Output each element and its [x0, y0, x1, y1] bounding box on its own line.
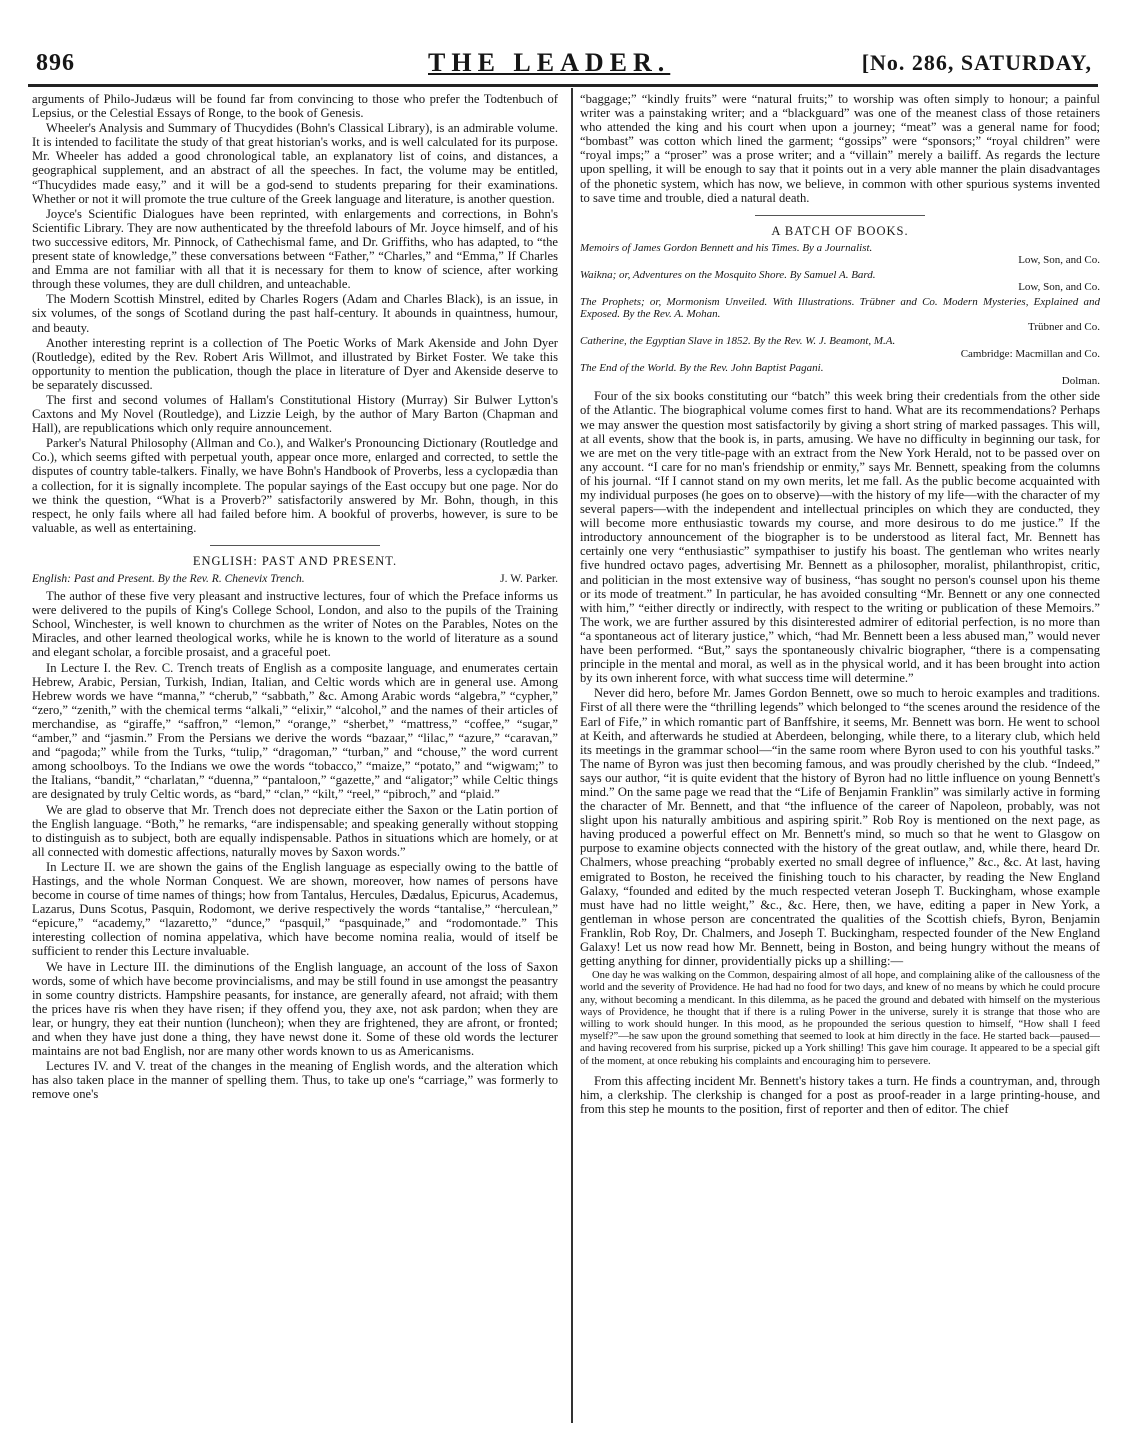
book-entry	[580, 269, 1100, 294]
paragraph: The first and second volumes of Hallam's Constitutional History (Murray) Sir Bulwer Lytton's Caxtons and My Novel (Routledge), and Lizzie Leigh, by the author of Mary Barton (Chapman and Hall), are republications which only require announcement.	[32, 392, 558, 436]
paragraph: Parker's Natural Philosophy (Allman and Co.), and Walker's Pronouncing Dictionary (Routledge and Co.), which seems gifted with perpetual youth, appear once more, enlarged and corrected, to settle the disputes of country table-talkers. Finally, we have Bohn's Handbook of Proverbs, less a cyclopædia than a collection, for it is signally incomplete. The popular sayings of the East occupy but one page. Nor do we think the question, “What is a Proverb?” satisfactorily answered by Mr. Bohn, though, in this respect, he only fails where all had failed before him. A bookful of proverbs, however, is sure to be valuable, as well as entertaining.	[32, 436, 558, 535]
book-entry	[580, 296, 1100, 334]
paragraph: We have in Lecture III. the diminutions of the English language, an account of the loss of Saxon words, some of which have become provincialisms, and may be still found in use amongst the peasantry in some country districts. Hampshire peasants, for instance, are generally afeard, not afraid; with them the prices have ris when they have risen; if they offend you, they axe, not ask pardon; when they are lear, or hungry, they eat their nuntion (luncheon); when they are frightened, they are afront, or fronted; and when they have just done a thing, they have newst done it. Some of these old words the lecturer maintains are not bad English, nor are many other words known to us as Americanisms.	[32, 959, 558, 1059]
section-separator	[210, 545, 380, 546]
book-title: The Prophets; or, Mormonism Unveiled. With Illustrations. Trübner and Co. Modern Mysteries, Explained and Exposed. By the Rev. A. Mohan.	[580, 295, 1100, 321]
paragraph: Four of the six books constituting our “batch” this week bring their credentials from the other side of the Atlantic. The biographical volume comes first to hand. What are its recommendations? Perhaps we may answer the question most satisfactorily by giving a short string of marked passages. This will, at all events, show that the book is, in parts, amusing. We have no difficulty in beginning our task, for we are met on the very title-page with an extract from the New York Herald, not to be passed over on any account. “I care for no man's friendship or enmity,” says Mr. Bennett, speaking from the columns of his journal. “If I cannot stand on my own merits, let me fall. As the public become acquainted with my individual purposes (he goes on to observe)—with the history of my life—with the character of my several papers—with the independent and intellectual principles on which they are conducted, they will become more enthusiastic towards my course, and more desirous to do me justice.” If the introductory announcement of the biographer is to be understood as literal fact, Mr. Bennett has certainly one very “enthusiastic” sympathiser to justify his boast. The gentleman who writes nearly five hundred octavo pages, advertising Mr. Bennett as a philosopher, moralist, philanthropist, critic, and politician in the most extensive way of business, “has sought no person's counsel upon his theme or its mode of treatment.” In particular, he has avoided consulting “Mr. Bennett or any one connected with him,” “either directly or indirectly, with respect to the writing or publication of these Memoirs.” The work, we are further assured by this disinterested admirer of editorial perfection, is no more than “a spontaneous act of literary justice,” which, “had Mr. Bennett been a less abused man,” would never have been performed. “But,” says the spontaneously chivalric biographer, “there is a compensating principle in the mental and moral, as well as in the physical world, and it has been brought into action by its own inherent force, with what success time will determine.”	[580, 389, 1100, 686]
review-publisher: J. W. Parker.	[500, 573, 558, 585]
column-divider	[571, 88, 573, 1423]
book-publisher: Low, Son, and Co.	[1018, 254, 1100, 267]
right-column	[580, 92, 1100, 1422]
book-publisher: Cambridge: Macmillan and Co.	[960, 347, 1100, 360]
book-title: The End of the World. By the Rev. John Baptist Pagani.	[580, 362, 824, 375]
masthead	[28, 44, 1098, 78]
paragraph: Wheeler's Analysis and Summary of Thucydides (Bohn's Classical Library), is an admirable volume. It is intended to facilitate the study of that great historian's works, and is well calculated for its purpose. Mr. Wheeler has added a good chronological table, an explanatory list of coins, and distances, a geographical supplement, and an abstract of all the speeches. In fact, the volume may be entitled, “Thucydides made easy,” and it will be a god-send to students preparing for their examinations. Whether or not it will promote the true culture of the Greek language and literature, is another question.	[32, 121, 558, 206]
left-column	[32, 92, 558, 1422]
paragraph: We are glad to observe that Mr. Trench does not depreciate either the Saxon or the Latin portion of the English language. “Both,” he remarks, “are indispensable; and speaking generally without stopping to distinguish as to subject, both are equally indispensable. Pathos in situations which are homely, or at all connected with domestic affections, naturally moves by Saxon words.”	[32, 802, 558, 859]
paragraph: Lectures IV. and V. treat of the changes in the meaning of English words, and the alteration which has also taken place in the manner of spelling them. Thus, to take up one's “carriage,” was formerly to remove one's	[32, 1059, 558, 1102]
book-title: Catherine, the Egyptian Slave in 1852. By the Rev. W. J. Beamont, M.A.	[580, 335, 896, 348]
masthead-rule	[28, 84, 1098, 87]
paragraph: The author of these five very pleasant and instructive lectures, four of which the Preface informs us were delivered to the pupils of King's College School, London, and also to the pupils of the Training School, Winchester, is well known to churchmen as the writer of Notes on the Parables, Notes on the Miracles, and other learned theological works, while he is known to the world of literature as a sound and elegant scholar, a forcible prosaist, and a graceful poet.	[32, 589, 558, 660]
book-entry	[580, 335, 1100, 360]
book-title: Waikna; or, Adventures on the Mosquito Shore. By Samuel A. Bard.	[580, 268, 876, 281]
quoted-extract: One day he was walking on the Common, despairing almost of all hope, and complaining alike of the callousness of the world and the severity of Providence. He had had no food for two days, and knew of no means by which he could procure any, without becoming a mendicant. In this dilemma, as he paced the ground and debated with himself on the mysterious ways of Providence, he thought that if there is a ruling Power in the universe, surely it is strange that those who are willing to work should hunger. In this mood, as he propounded the serious question to himself, “How shall I feed myself?”—he saw upon the ground something that seemed to look at him directly in the face. He started back—paused—and having recovered from his surprise, picked up a York shilling! This gave him courage. It appeared to be a special gift of the moment, at once rebuking his complaints and encouraging him to persevere.	[580, 970, 1100, 1067]
book-entry	[580, 242, 1100, 267]
paragraph: In Lecture I. the Rev. C. Trench treats of English as a composite language, and enumerates certain Hebrew, Arabic, Persian, Turkish, Indian, Italian, and Celtic words which are in general use. Among Hebrew words we have “manna,” “cherub,” “sabbath,” &c. Among Arabic words “algebra,” “cypher,” “zero,” “zenith,” with the chemical terms “alkali,” “elixir,” “alcohol,” and the names of their articles of merchandise, as “giraffe,” “saffron,” “lemon,” “orange,” “sherbet,” “mattress,” “coffee,” “sugar,” “amber,” and “jasmin.” From the Persians we derive the words “bazaar,” “lilac,” “azure,” “caravan,” and “pagoda;” while from the Turks, “tulip,” “dragoman,” “turban,” and “chouse,” the word current among schoolboys. To the Indians we owe the words “tobacco,” “maize,” “potato,” and “wigwam;” to the Italians, “bandit,” “charlatan,” “duenna,” “pantaloon,” “gazette,” and “aligator;” while Celtic things are designated by truly Celtic words, as “bard,” “clan,” “kilt,” “reel,” “pibroch,” and “plaid.”	[32, 660, 558, 802]
book-entry	[580, 362, 1100, 387]
review-book-title: English: Past and Present. By the Rev. R. Chenevix Trench.	[32, 573, 305, 585]
book-publisher: Dolman.	[1061, 374, 1100, 387]
review-reference	[32, 572, 558, 586]
publication-title: THE LEADER.	[428, 48, 671, 77]
section-heading: ENGLISH: PAST AND PRESENT.	[192, 553, 398, 568]
book-publisher: Low, Son, and Co.	[1018, 281, 1100, 294]
page-number: 896	[36, 50, 75, 76]
section-separator	[755, 215, 925, 216]
paragraph: Joyce's Scientific Dialogues have been reprinted, with enlargements and corrections, in Bohn's Scientific Library. They are now authenticated by the threefold labours of Mr. Joyce himself, and of his two successive editors, Mr. Pinnock, of Cathechismal fame, and Dr. Griffiths, who has adapted, to “the present state of knowledge,” these conversations between “Father,” “Charles,” and “Emma,” If Charles and Emma are not familiar with all that it is necessary for them to know of science, after working through these volumes, they are dull children, and unteachable.	[32, 206, 558, 292]
paragraph: From this affecting incident Mr. Bennett's history takes a turn. He finds a countryman, and, through him, a clerkship. The clerkship is changed for a post as proof-reader in a large printing-house, and from this step he mounts to the position, first of reporter and then of editor. The chief	[580, 1073, 1100, 1116]
paragraph: The Modern Scottish Minstrel, edited by Charles Rogers (Adam and Charles Black), is an issue, in six volumes, of the songs of Scotland during the past half-century. It abounds in quaintness, humour, and beauty.	[32, 292, 558, 335]
book-publisher: Trübner and Co.	[1027, 320, 1100, 333]
paragraph: arguments of Philo-Judæus will be found far from convincing to those who prefer the Todtenbuch of Lepsius, or the Celestial Essays of Ronge, to the book of Genesis.	[32, 92, 558, 121]
paragraph: In Lecture II. we are shown the gains of the English language as especially owing to the battle of Hastings, and the whole Norman Conquest. We are shown, moreover, how names of persons have become in course of time names of things; how from Tantalus, Hercules, Dædalus, Epicurus, Academus, Lazarus, Duns Scotus, Pasquin, Rodomont, we derive respectively the words “tantalise,” “herculean,” “epicure,” “academy,” “lazaretto,” “dunce,” “pasquil,” “pasquinade,” and “rodomontade.” This interesting collection of nomina appelativa, which have become nomina realia, would of itself be sufficient to render this Lecture invaluable.	[32, 859, 558, 959]
paragraph: Another interesting reprint is a collection of The Poetic Works of Mark Akenside and John Dyer (Routledge), edited by the Rev. Robert Aris Willmot, and illustrated by Birket Foster. We take this opportunity to mention the publication, though the place in literature of Dyer and Akenside deserve to be separately discussed.	[32, 335, 558, 392]
issue-info: [No. 286, SATURDAY,	[861, 50, 1092, 75]
section-heading: A BATCH OF BOOKS.	[771, 223, 909, 238]
paragraph: “baggage;” “kindly fruits” were “natural fruits;” to worship was often simply to honour; a painful writer was a painstaking writer; and a “blackguard” was one of the meanest class of those retainers who attended the king and his court when upon a journey; “meat” was a general name for food; “bombast” was cotton which lined the garment; “gossips” were “sponsors;” “royal children” were “royal imps;” a “proser” was a prose writer; and a “villain” merely a bailiff. As regards the lecture upon spelling, it will be enough to say that it points out in a very able manner the plain disadvantages of the phonetic system, which has now, we believe, in common with other spurious systems invented to save time and trouble, died a natural death.	[580, 92, 1100, 205]
paragraph: Never did hero, before Mr. James Gordon Bennett, owe so much to heroic examples and traditions. First of all there were the “thrilling legends” which belonged to “the scenes around the residence of the Earl of Fife,” in which romantic part of Banffshire, it seems, Mr. Bennett was born. He went to school at Keith, and afterwards he studied at Aberdeen, belonging, while there, to a literary club, which held its meetings in the grammar school—“in the same room where Byron used to con his youthful tasks.” The name of Byron was just then becoming famous, and was proudly cherished by the club. “Indeed,” says our author, “it is quite evident that the history of Byron had no little influence on young Bennett's mind.” On the same page we read that the “Life of Benjamin Franklin” was similarly active in forming the character of Mr. Bennett, and that “the influence of the career of Napoleon, probably, was not slight upon his naturally ambitious and aspiring spirit.” Rob Roy is mentioned on the next page, as having produced a powerful effect on Mr. Bennett's mind, so much so that he went to Glasgow on purpose to examine objects connected with the history of the great outlaw, and, while there, heard Dr. Chalmers, whose preaching “probably exerted no small degree of influence,” &c., &c. At last, having emigrated to Boston, he received the finishing touch to his character, by reading the New England Galaxy, “founded and edited by the much respected veteran Joseph T. Buckingham, whose example must have had no little weight,” &c., &c. Here, then, we have, editing a paper in New York, a gentleman in whose person are concentrated the qualities of the Scottish chiefs, Byron, Benjamin Franklin, Rob Roy, Dr. Chalmers, and Joseph T. Buckingham, respected founder of the New England Galaxy! Let us now read how Mr. Bennett, being in Boston, and being hungry without the means of getting anything for dinner, providentially picks up a shilling:—	[580, 686, 1100, 969]
book-title: Memoirs of James Gordon Bennett and his Times. By a Journalist.	[580, 241, 873, 254]
